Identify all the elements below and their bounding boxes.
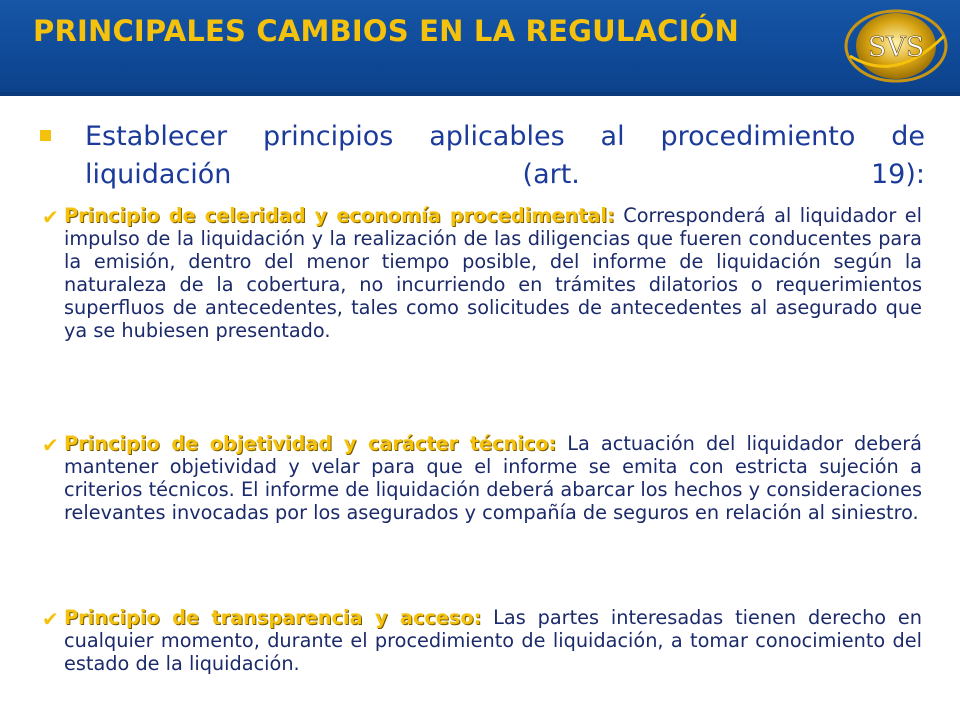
svs-logo-icon (840, 6, 952, 86)
principle-label: Principio de objetividad y carácter técnico: (64, 432, 557, 455)
principle-label: Principio de celeridad y economía procedimental: (64, 204, 615, 227)
principle-item (42, 204, 922, 342)
principle-description: Las partes interesadas tienen derecho en cualquier momento, durante el procedimiento de liquidación, a tomar conocimiento del estado de la liquidación. (64, 606, 923, 675)
principle-label: Principio de transparencia y acceso: (64, 606, 482, 629)
principle-item (42, 606, 922, 675)
header-divider (0, 92, 960, 96)
checkmark-icon: ✔ (42, 607, 59, 631)
checkmark-icon: ✔ (42, 205, 59, 229)
logo-text: SVS (867, 32, 925, 63)
checkmark-icon: ✔ (42, 433, 59, 457)
slide-title: PRINCIPALES CAMBIOS EN LA REGULACIÓN (33, 14, 739, 48)
principle-description: La actuación del liquidador deberá mantener objetividad y velar para que el informe se emita con estricta sujeción a criterios técnicos. El informe de liquidación deberá abarcar los hechos y consideraciones relevantes invocadas por los asegurados y compañía de seguros en relación al siniestro. (64, 432, 922, 524)
principle-description: Corresponderá al liquidador el impulso de la liquidación y la realización de las diligencias que fueren conducentes para la emisión, dentro del menor tiempo posible, del informe de liquidación según la naturaleza de la cobertura, no incurriendo en trámites dilatorios o requerimientos superfluos de antecedentes, tales como solicitudes de antecedentes al asegurado que ya se hubiesen presentado. (64, 204, 922, 342)
square-bullet-icon (40, 130, 51, 141)
principle-item (42, 432, 922, 524)
main-bullet-point (40, 118, 925, 194)
main-bullet-text: Establecer principios aplicables al procedimiento de liquidación (art. 19): (85, 121, 925, 190)
